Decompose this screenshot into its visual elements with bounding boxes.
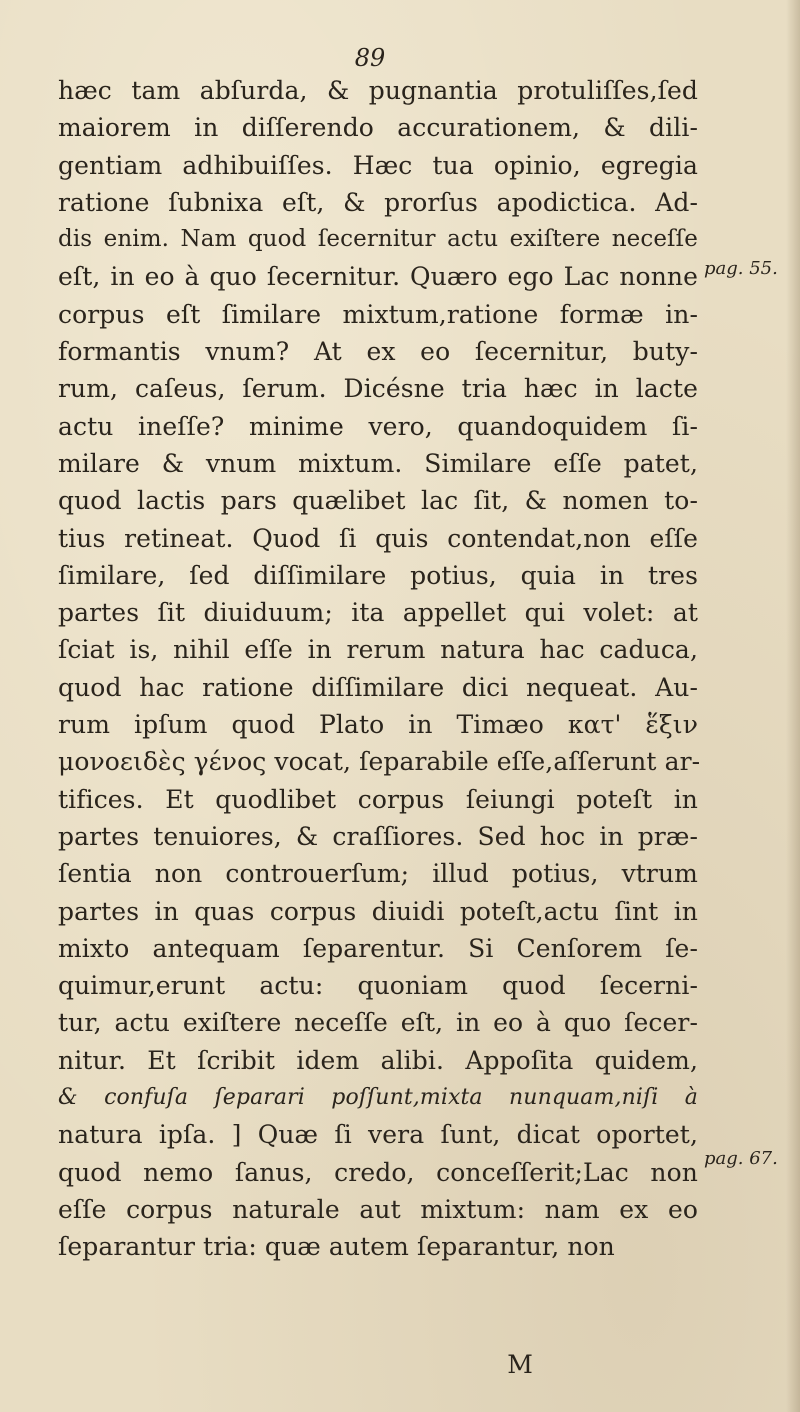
text-line: maiorem in diſſerendo accurationem, & dili- bbox=[58, 113, 698, 143]
text-line: actu ineſſe? minime vero, quandoquidem ſi- bbox=[58, 411, 698, 441]
text-line: partes in quas corpus diuidi poteſt,actu ſint in bbox=[58, 896, 698, 926]
text-line: tur, actu exiſtere neceſſe eſt, in eo à quo ſecer- bbox=[58, 1008, 698, 1038]
text-line: rum ipſum quod Plato in Timæo κατ' ἕξιν bbox=[58, 710, 698, 740]
text-line: eſſe corpus naturale aut mixtum: nam ex eo bbox=[58, 1194, 698, 1224]
text-line: quod lactis pars quælibet lac ſit, & nomen to- bbox=[58, 486, 698, 516]
text-line: ſeparantur tria: quæ autem ſeparantur, non bbox=[58, 1232, 615, 1262]
page-number: 89 bbox=[354, 44, 386, 72]
text-line: natura ipſa. ] Quæ ſi vera ſunt, dicat oportet, bbox=[58, 1120, 698, 1150]
text-line: ſimilare, ſed diſſimilare potius, quia in tres bbox=[58, 560, 698, 590]
body-text bbox=[58, 72, 701, 1266]
text-line: tifices. Et quodlibet corpus ſeiungi poteſt in bbox=[58, 784, 698, 814]
text-line: formantis vnum? At ex eo ſecernitur, buty- bbox=[58, 337, 698, 367]
text-line: corpus eſt ſimilare mixtum,ratione formæ in- bbox=[58, 299, 698, 329]
text-line: quod nemo ſanus, credo, conceſſerit;Lac non bbox=[58, 1157, 698, 1187]
text-line: rum, caſeus, ſerum. Dicésne tria hæc in lacte bbox=[58, 374, 698, 404]
text-line: quimur,erunt actu: quoniam quod ſecerni- bbox=[58, 971, 698, 1001]
text-line: eſt, in eo à quo ſecernitur. Quæro ego Lac nonne bbox=[58, 262, 698, 292]
page-edge-shadow bbox=[786, 0, 800, 1412]
text-line: mixto antequam ſeparentur. Si Cenſorem ſe- bbox=[58, 933, 698, 963]
text-line: partes ſit diuiduum; ita appellet qui volet: at bbox=[58, 598, 698, 628]
text-line: hæc tam abſurda, & pugnantia protuliſſes,ſed bbox=[58, 76, 698, 105]
text-line: μονοειδὲς γένος vocat, ſeparabile eſſe,aſſerunt ar- bbox=[58, 747, 701, 777]
text-line: ſciat is, nihil eſſe in rerum natura hac caduca, bbox=[58, 635, 698, 665]
text-line: nitur. Et ſcribit idem alibi. Appoſita quidem, bbox=[58, 1045, 698, 1075]
text-line: dis enim. Nam quod ſecernitur actu exiſtere neceſſe bbox=[58, 226, 698, 253]
text-line: partes tenuiores, & craſſiores. Sed hoc in præ- bbox=[58, 821, 698, 851]
text-line: ſentia non controuerſum; illud potius, vtrum bbox=[58, 859, 698, 889]
text-line: ratione ſubnixa eſt, & prorſus apodictica. Ad- bbox=[58, 187, 698, 217]
marginal-note-1: pag. 55. bbox=[704, 258, 778, 279]
text-line: tius retineat. Quod ſi quis contendat,non eſſe bbox=[58, 523, 698, 553]
catchword: M bbox=[507, 1350, 533, 1379]
text-line: milare & vnum mixtum. Similare eſſe patet, bbox=[58, 448, 698, 478]
text-line: & confuſa ſeparari poſſunt,mixta nunquam,niſi à bbox=[58, 1085, 698, 1111]
marginal-note-2: pag. 67. bbox=[704, 1148, 778, 1169]
text-line: quod hac ratione diſſimilare dici nequeat. Au- bbox=[58, 672, 698, 702]
text-line: gentiam adhibuiſſes. Hæc tua opinio, egregia bbox=[58, 150, 698, 180]
